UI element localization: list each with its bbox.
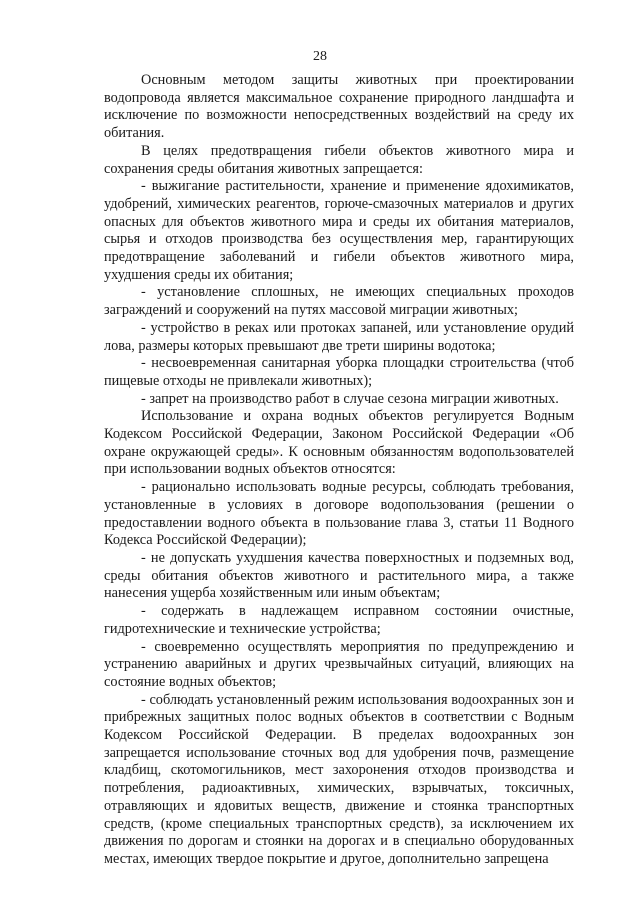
body-text: [104, 72, 574, 869]
list-item-protection-zones: - соблюдать установленный режим использования водоохранных зон и прибрежных защитных полос водных объектов в соответствии с Водным Кодексом Российской Федерации. В пределах водоохранных зон запрещается использование сточных вод для удобрения почв, размещение кладбищ, скотомогильников, мест захоронения отходов производства и потребления, радиоактивных, химических, взрывчатых, токсичных, отравляющих и ядовитых веществ, движение и стоянка транспортных средств, (кроме специальных транспортных средств), за исключением их движения по дорогам и стоянки на дорогах и в специально оборудованных местах, имеющих твердое покрытие и другое, дополнительно запрещена: [104, 691, 574, 867]
list-item-burning-vegetation: - выжигание растительности, хранение и применение ядохимикатов, удобрений, химических реагентов, горюче-смазочных материалов и других опасных для объектов животного мира и среды их обитания материалов, сырья и отходов производства без осуществления мер, гарантирующих предотвращение заболеваний и гибели объектов животного мира, ухудшения среды их обитания;: [104, 178, 574, 283]
list-item-emergency-prevention: - своевременно осуществлять мероприятия по предупреждению и устранению аварийных и других чрезвычайных ситуаций, влияющих на состояние водных объектов;: [104, 638, 574, 690]
paragraph-prohibitions-intro: В целях предотвращения гибели объектов животного мира и сохранения среды обитания животных запрещается:: [104, 142, 574, 177]
paragraph-water-use-regulation: Использование и охрана водных объектов регулируется Водным Кодексом Российской Федерации, Законом Российской Федерации «Об охране окружающей среды». К основным обязанностям водопользователей при использовании водных объектов относятся:: [104, 408, 574, 478]
list-item-treatment-facilities: - содержать в надлежащем исправном состоянии очистные, гидротехнические и технические устройства;: [104, 603, 574, 637]
list-item-site-cleaning: - несвоевременная санитарная уборка площадки строительства (чтоб пищевые отходы не привлекали животных);: [104, 355, 574, 389]
list-item-migration-season: - запрет на производство работ в случае сезона миграции животных.: [141, 390, 559, 407]
list-item-solid-fences: - установление сплошных, не имеющих специальных проходов заграждений и сооружений на путях массовой миграции животных;: [104, 284, 574, 319]
paragraph-protection-method: Основным методом защиты животных при проектировании водопровода является максимальное сохранение природного ландшафта и исключение по возможности непосредственных воздействий на среду их обитания.: [104, 72, 574, 142]
page-number: 28: [313, 49, 327, 64]
list-item-river-barriers: - устройство в реках или протоках запаней, или установление орудий лова, размеры которых превышают две трети ширины водотока;: [104, 319, 574, 354]
list-item-rational-use: - рационально использовать водные ресурсы, соблюдать требования, установленные в условиях в договоре водопользования (решении о предоставлении водного объекта в пользование глава 3, статьи 11 Водного Кодекса Российской Федерации);: [104, 479, 574, 549]
list-item-water-quality: - не допускать ухудшения качества поверхностных и подземных вод, среды обитания объектов животного и растительного мира, а также нанесения ущерба хозяйственным или иным объектам;: [104, 549, 574, 602]
